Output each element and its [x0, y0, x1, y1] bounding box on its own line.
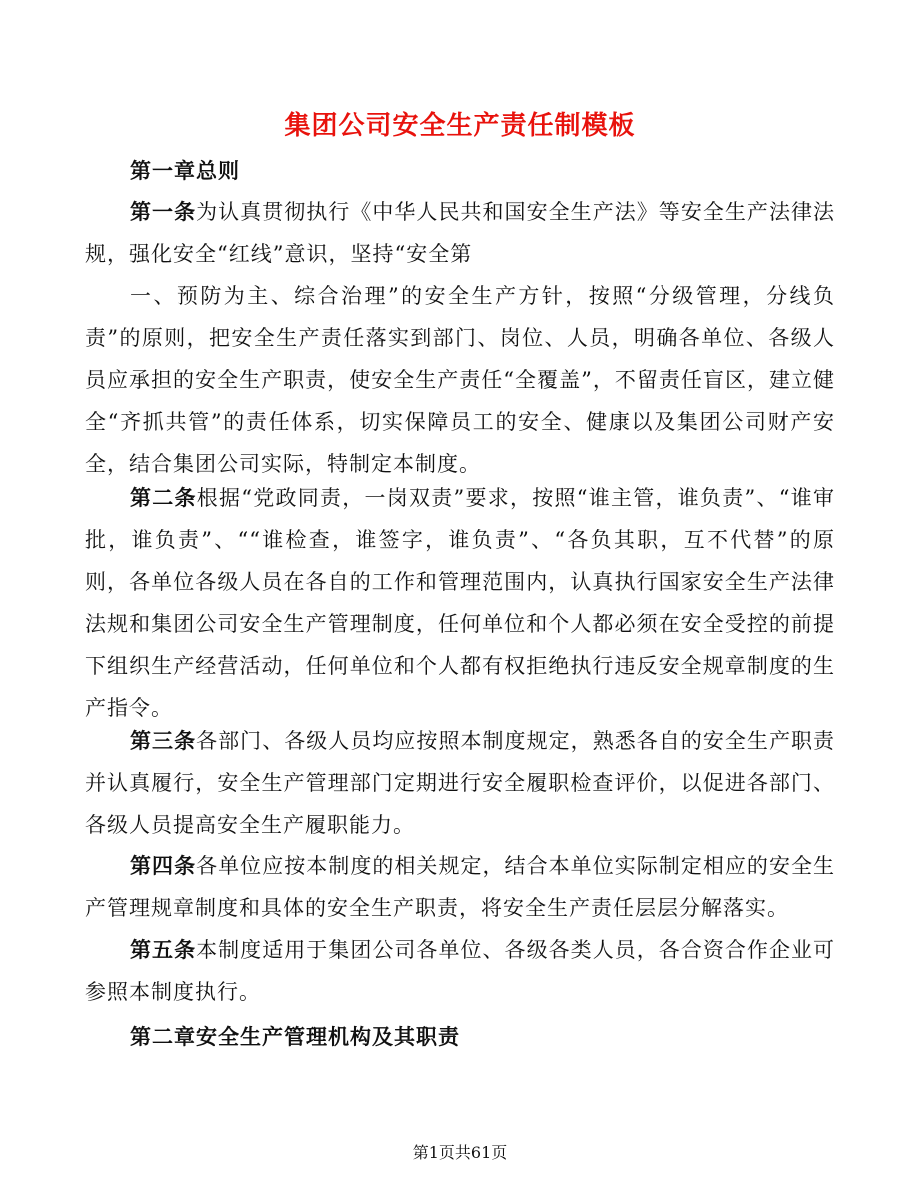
article-3 [85, 720, 835, 846]
article-4 [85, 845, 835, 929]
article-1 [85, 191, 835, 275]
article-4-text: 各单位应按本制度的相关规定，结合本单位实际制定相应的安全生产管理规章制度和具体的安全生产职责，将安全生产责任层层分解落实。 [85, 854, 836, 920]
article-2 [85, 477, 835, 729]
article-1-text: 为认真贯彻执行《中华人民共和国安全生产法》等安全生产法律法规，强化安全“红线”意识，坚持“安全第 [85, 200, 836, 266]
article-1-continuation: 一、预防为主、综合治理”的安全生产方针，按照“分级管理，分线负责”的原则，把安全生产责任落实到部门、岗位、人员，明确各单位、各级人员应承担的安全生产职责，使安全生产责任“全覆盖”，不留责任盲区，建立健全“齐抓共管”的责任体系，切实保障员工的安全、健康以及集团公司财产安全，结合集团公司实际，特制定本制度。 [85, 284, 835, 476]
article-3-label: 第三条 [130, 729, 197, 753]
article-5-label: 第五条 [130, 938, 197, 962]
chapter-heading-1: 第一章总则 [130, 159, 240, 183]
chapter-heading-2: 第二章安全生产管理机构及其职责 [130, 1025, 460, 1049]
article-5-text: 本制度适用于集团公司各单位、各级各类人员，各合资合作企业可参照本制度执行。 [85, 938, 836, 1004]
article-2-label: 第二条 [130, 486, 197, 510]
article-4-label: 第四条 [130, 854, 197, 878]
article-5 [85, 929, 835, 1013]
page-number-footer: 第1页共61页 [412, 1143, 508, 1162]
article-2-text: 根据“党政同责，一岗双责”要求，按照“谁主管，谁负责”、“谁审批，谁负责”、““谁检查，谁签字，谁负责”、“各负其职，互不代替”的原则，各单位各级人员在各自的工作和管理范围内，认真执行国家安全生产法律法规和集团公司安全生产管理制度，任何单位和个人都必须在安全受控的前提下组织生产经营活动，任何单位和个人都有权拒绝执行违反安全规章制度的生产指令。 [85, 486, 835, 720]
article-3-text: 各部门、各级人员均应按照本制度规定，熟悉各自的安全生产职责并认真履行，安全生产管理部门定期进行安全履职检查评价，以促进各部门、各级人员提高安全生产履职能力。 [85, 729, 836, 837]
document-title: 集团公司安全生产责任制模板 [284, 111, 636, 141]
article-1-label: 第一条 [130, 200, 197, 224]
